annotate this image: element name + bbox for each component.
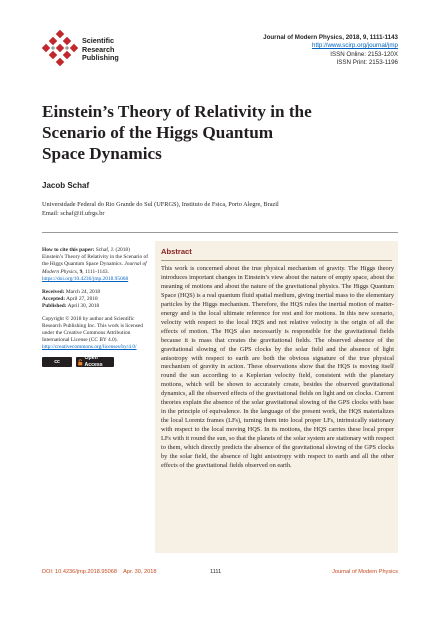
copyright-block: [42, 316, 150, 352]
author-affiliation: Universidade Federal do Rio Grande do Sul (UFRGS), Instituto de Fsica, Porto Alegre, Brazil: [42, 201, 279, 208]
author-name: Jacob Schaf: [42, 181, 90, 190]
cc-badge-label: cc: [54, 358, 60, 365]
open-access-label: Open Access: [84, 354, 103, 369]
dates-block: [42, 289, 150, 311]
article-title-line: Einstein’s Theory of Relativity in the: [42, 102, 312, 121]
abstract-heading: Abstract: [161, 247, 192, 256]
footer-doi-text: DOI: 10.4236/jmp.2018.95068: [42, 569, 117, 575]
open-lock-icon: [78, 359, 83, 366]
accepted-label: Accepted:: [42, 295, 66, 302]
publisher-name-line: Publishing: [82, 53, 119, 63]
cite-volume: 9: [79, 268, 83, 275]
published-date: April 30, 2018: [67, 302, 100, 309]
article-title: [42, 101, 382, 164]
footer-page-number: 1111: [210, 569, 222, 575]
cite-doi-link[interactable]: https://doi.org/10.4236/jmp.2018.95068: [42, 275, 129, 282]
publisher-name-line: Scientific: [82, 36, 114, 45]
section-divider: [42, 232, 398, 233]
abstract-rule: [161, 260, 392, 261]
footer-journal-name: Journal of Modern Physics: [332, 569, 398, 575]
cite-pages: 1111-1143.: [85, 268, 109, 275]
abstract-body: This work is concerned about the true physical mechanism of gravity. The Higgs theory introduces important changes in Einstein’s view about the nature of empty space, about the meaning of motions and about the nature of the gravitational physics. The Higgs Quantum Space (HQS) is a real quantum fluid spatial medium, giving inertial mass to the elementary particles by the Higgs mechanism. Therefore, the HQS rules the inertial motion of matter-energy and is the local ultimate reference for rest and for motions. In this new scenario, velocity with respect to the local HQS and not relative velocity is the origin of all the effects of motion. The HQS also necessarily is responsible for the gravitational fields because it is mass that creates the gravitational fields. The observed absence of the gravitational slowing of the GPS clocks by the solar field and the absence of light anisotropy with respect to earth are both the obvious signature of the true physical mechanism of gravity in action. These observations show that the HQS is moving itself round the sun according to a Keplerian velocity field, consistent with the planetary motions, which will be shown to accurately create, besides the observed gravitational dynamics, all the observed effects of the gravitational fields on light and on clocks. Current theories explain the absence of the solar gravitational slowing of the GPS clocks with base in the principle of equivalence. In the language of the present work, the HQS materializes the local Lorentz frames (LFs), turning them into local proper LFs, intrinsically stationary with respect to the local moving HQS. In its motions, the HQS carries these local proper LFs with it round the sun, so that the planets of the solar system are stationary with respect to them, which directly predicts the absence of the gravitational slowing of the GPS clocks by the solar field, the absence of light anisotropy with respect to earth and all the other effects of the gravitational fields observed on earth.: [161, 265, 394, 469]
publisher-name: [82, 37, 119, 63]
published-label: Published:: [42, 302, 67, 309]
publisher-name-line: Research: [82, 44, 115, 54]
journal-url-link[interactable]: http://www.scirp.org/journal/jmp: [312, 42, 398, 50]
cite-journal: Journal of Modern Physics: [42, 261, 147, 275]
issn-online: ISSN Online: 2153-120X: [330, 50, 398, 58]
open-access-badge: [76, 354, 114, 369]
page-footer: [42, 569, 398, 579]
footer-date: Apr. 30, 2018: [123, 569, 157, 575]
journal-citation: Journal of Modern Physics, 2018, 9, 1111-1143: [263, 34, 398, 41]
copyright-text: Copyright © 2018 by author and Scientific Research Publishing Inc. This work is licensed under the Creative Commons Attribution International License (CC BY 4.0).: [42, 315, 143, 344]
article-title-line: Scenario of the Higgs Quantum: [42, 123, 274, 142]
received-date: March 24, 2018: [65, 288, 101, 295]
page-header: [0, 0, 440, 82]
license-badges: [42, 354, 150, 369]
journal-info: [263, 34, 398, 68]
cc-by-badge-icon[interactable]: [42, 357, 72, 367]
article-sidebar: [42, 247, 150, 367]
citation-block: How to cite this paper: Schaf, J. (2018) Einstein’s Theory of Relativity in the Scenario of the Higgs Quantum Space Dynamics. Journal of Modern Physics, 9, 1111-1143. https://doi.org/10.4236/jmp.2018.95068: [42, 247, 149, 282]
abstract-panel: [155, 241, 398, 553]
publisher-logo-icon: [42, 30, 78, 66]
received-label: Received:: [42, 288, 65, 295]
license-link[interactable]: http://creativecommons.org/licenses/by/4.0/: [42, 344, 137, 351]
footer-doi: [42, 569, 156, 575]
cite-label: How to cite this paper:: [42, 247, 95, 253]
article-title-line: Space Dynamics: [42, 144, 162, 163]
accepted-date: April 27, 2018: [66, 295, 98, 302]
issn-print: ISSN Print: 2153-1196: [336, 59, 398, 67]
author-email[interactable]: Email: schaf@if.ufrgs.br: [42, 210, 105, 217]
cite-text: Schaf, J. (2018) Einstein’s Theory of Relativity in the Scenario of the Higgs Quantum Space Dynamics.: [42, 247, 149, 268]
